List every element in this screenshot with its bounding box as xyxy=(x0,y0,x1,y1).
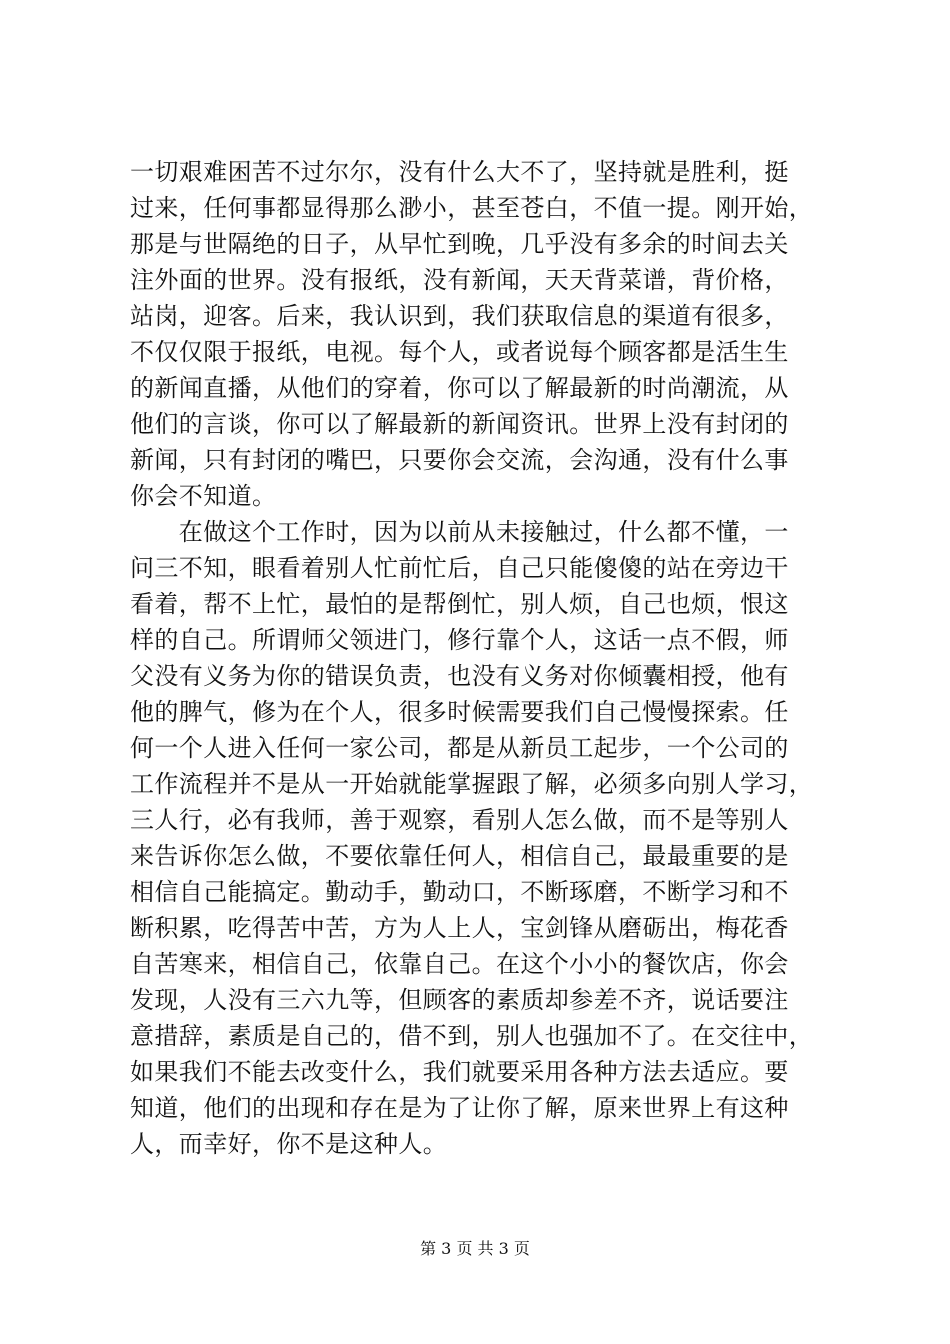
text-line: 他们的言谈，你可以了解最新的新闻资讯。世界上没有封闭的 xyxy=(130,410,789,438)
text-line: 他的脾气，修为在个人，很多时候需要我们自己慢慢探索。任 xyxy=(130,698,789,726)
text-line: 断积累，吃得苦中苦，方为人上人，宝剑锋从磨砺出，梅花香 xyxy=(130,914,789,942)
text-line: 自苦寒来，相信自己，依靠自己。在这个小小的餐饮店，你会 xyxy=(130,950,789,978)
text-line: 如果我们不能去改变什么，我们就要采用各种方法去适应。要 xyxy=(130,1058,789,1086)
text-line: 人，而幸好，你不是这种人。 xyxy=(130,1130,448,1158)
text-line: 那是与世隔绝的日子，从早忙到晚，几乎没有多余的时间去关 xyxy=(130,230,789,258)
text-line: 看着，帮不上忙，最怕的是帮倒忙，别人烦，自己也烦，恨这 xyxy=(130,590,789,618)
text-line: 父没有义务为你的错误负责，也没有义务对你倾囊相授，他有 xyxy=(130,662,789,690)
text-line: 不仅仅限于报纸，电视。每个人，或者说每个顾客都是活生生 xyxy=(130,338,789,366)
text-line: 来告诉你怎么做，不要依靠任何人，相信自己，最最重要的是 xyxy=(130,842,789,870)
text-line: 过来，任何事都显得那么渺小，甚至苍白，不值一提。刚开始， xyxy=(130,194,814,222)
text-line: 一切艰难困苦不过尔尔，没有什么大不了，坚持就是胜利，挺 xyxy=(130,158,789,186)
text-line: 新闻，只有封闭的嘴巴，只要你会交流，会沟通，没有什么事 xyxy=(130,446,789,474)
text-line: 问三不知，眼看着别人忙前忙后，自己只能傻傻的站在旁边干 xyxy=(130,554,789,582)
text-line: 相信自己能搞定。勤动手，勤动口，不断琢磨，不断学习和不 xyxy=(130,878,789,906)
text-line: 知道，他们的出现和存在是为了让你了解，原来世界上有这种 xyxy=(130,1094,789,1122)
text-line: 发现，人没有三六九等，但顾客的素质却参差不齐，说话要注 xyxy=(130,986,789,1014)
text-line: 的新闻直播，从他们的穿着，你可以了解最新的时尚潮流，从 xyxy=(130,374,789,402)
page-footer: 第 3 页 共 3 页 xyxy=(420,1239,530,1258)
body-text xyxy=(130,154,820,1162)
text-line: 你会不知道。 xyxy=(130,482,277,510)
text-line: 样的自己。所谓师父领进门，修行靠个人，这话一点不假，师 xyxy=(130,626,789,654)
text-line: 意措辞，素质是自己的，借不到，别人也强加不了。在交往中， xyxy=(130,1022,814,1050)
text-line: 三人行，必有我师，善于观察，看别人怎么做，而不是等别人 xyxy=(130,806,789,834)
text-line: 工作流程并不是从一开始就能掌握跟了解，必须多向别人学习， xyxy=(130,770,814,798)
text-line: 站岗，迎客。后来，我认识到，我们获取信息的渠道有很多， xyxy=(130,302,789,330)
text-line: 何一个人进入任何一家公司，都是从新员工起步，一个公司的 xyxy=(130,734,789,762)
text-line: 在做这个工作时，因为以前从未接触过，什么都不懂，一 xyxy=(130,518,789,546)
text-line: 注外面的世界。没有报纸，没有新闻，天天背菜谱，背价格， xyxy=(130,266,789,294)
